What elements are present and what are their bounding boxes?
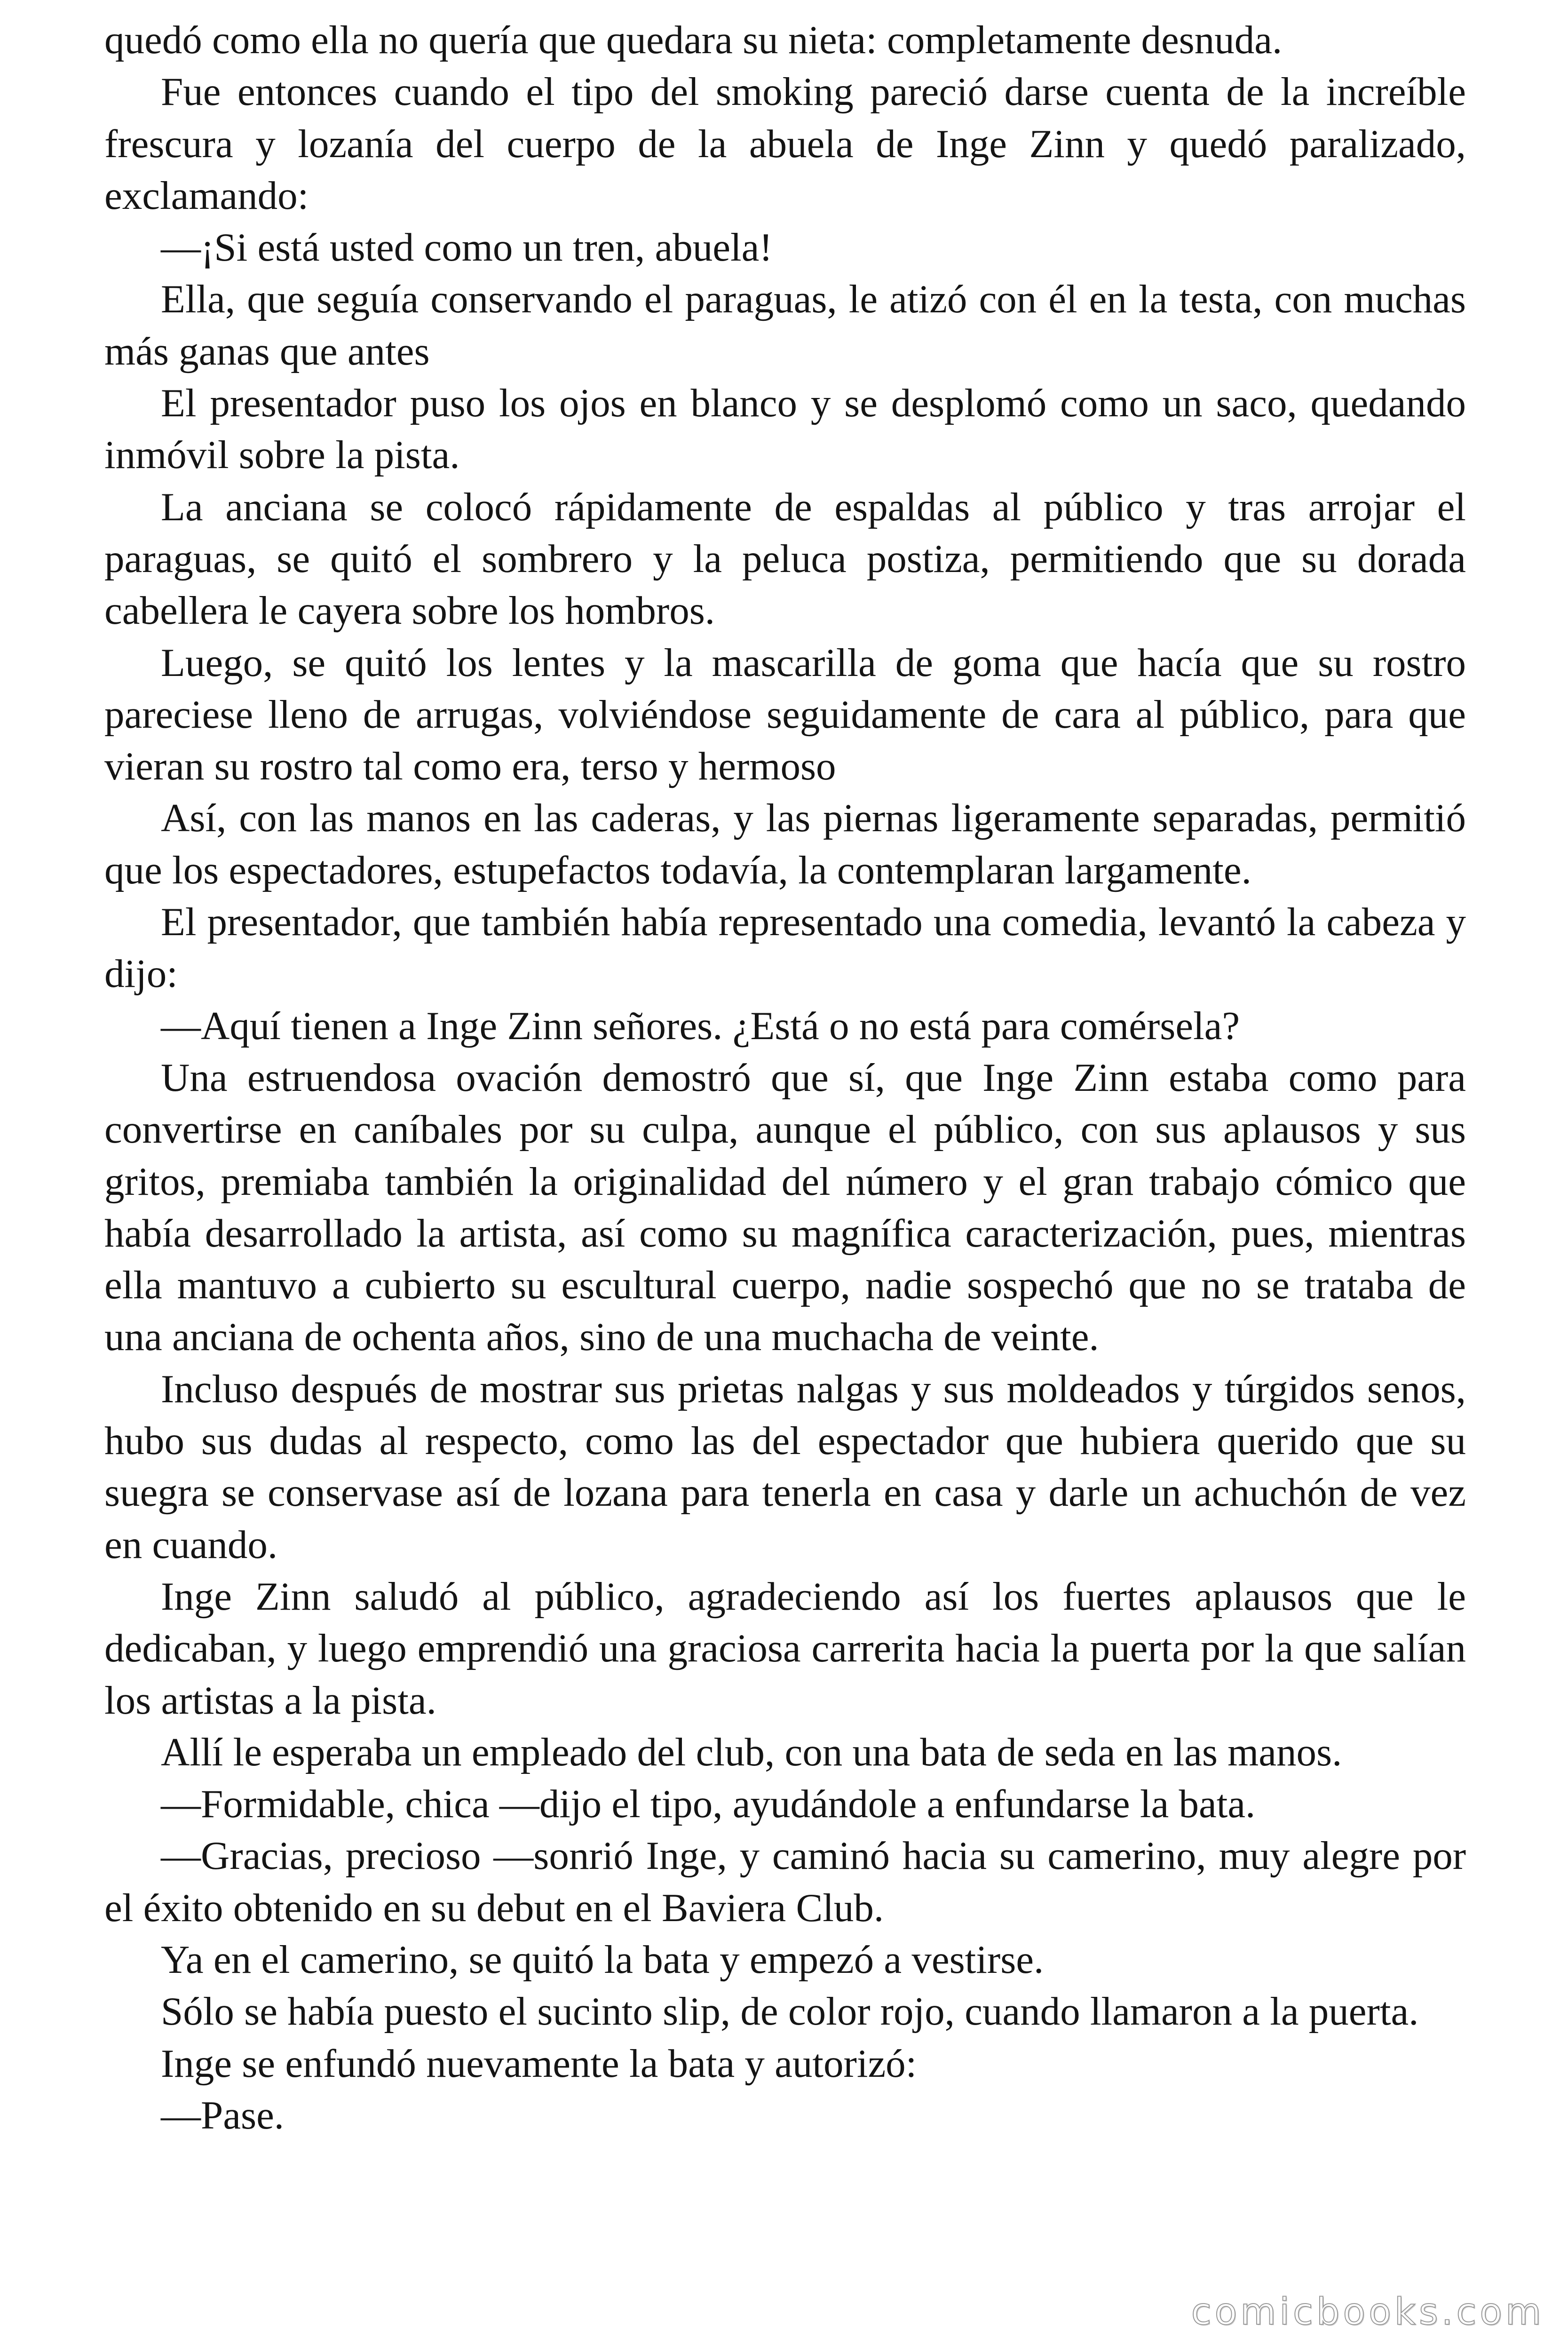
paragraph: Ya en el camerino, se quitó la bata y empezó a vestirse. [161, 1937, 1044, 1982]
paragraph: Inge Zinn saludó al público, agradeciendo así los fuertes aplausos que le dedicaban, y luego emprendió una graciosa carrerita hacia la puerta por la que salían los artistas a la pista. [104, 1574, 1466, 1723]
paragraph: —Pase. [161, 2093, 285, 2137]
paragraph: Sólo se había puesto el sucinto slip, de color rojo, cuando llamaron a la puerta. [161, 1989, 1419, 2034]
paragraph: —Formidable, chica —dijo el tipo, ayudándole a enfundarse la bata. [161, 1782, 1256, 1827]
paragraph: Una estruendosa ovación demostró que sí, que Inge Zinn estaba como para convertirse en caníbales por su culpa, aunque el público, con sus aplausos y sus gritos, premiaba también la originalidad del número y el gran trabajo cómico que había desarrollado la artista, así como su magnífica caracterización, pues, mientras ella mantuvo a cubierto su escultural cuerpo, nadie sospechó que no se trataba de una anciana de ochenta años, sino de una muchacha de veinte. [104, 1055, 1466, 1359]
paragraph: Luego, se quitó los lentes y la mascarilla de goma que hacía que su rostro pareciese lleno de arrugas, volviéndose seguidamente de cara al público, para que vieran su rostro tal como era, terso y hermoso [104, 640, 1466, 789]
paragraph: Así, con las manos en las caderas, y las piernas ligeramente separadas, permitió que los espectadores, estupefactos todavía, la contemplaran largamente. [104, 796, 1466, 892]
paragraph: Ella, que seguía conservando el paraguas, le atizó con él en la testa, con muchas más ganas que antes [104, 277, 1466, 373]
paragraph: El presentador puso los ojos en blanco y se desplomó como un saco, quedando inmóvil sobre la pista. [104, 381, 1466, 477]
paragraph: Allí le esperaba un empleado del club, con una bata de seda en las manos. [161, 1730, 1342, 1774]
paragraph: La anciana se colocó rápidamente de espaldas al público y tras arrojar el paraguas, se quitó el sombrero y la peluca postiza, permitiendo que su dorada cabellera le cayera sobre los hombros. [104, 485, 1466, 633]
paragraph: —Gracias, precioso —sonrió Inge, y caminó hacia su camerino, muy alegre por el éxito obtenido en su debut en el Baviera Club. [104, 1834, 1466, 1930]
paragraph: quedó como ella no quería que quedara su nieta: completamente desnuda. [104, 18, 1283, 62]
site-watermark: comicbooks.com [1191, 2291, 1544, 2333]
book-page-text [104, 14, 1466, 2141]
paragraph: Incluso después de mostrar sus prietas nalgas y sus moldeados y túrgidos senos, hubo sus dudas al respecto, como las del espectador que hubiera querido que su suegra se conservase así de lozana para tenerla en casa y darle un achuchón de vez en cuando. [104, 1367, 1466, 1567]
paragraph: —Aquí tienen a Inge Zinn señores. ¿Está o no está para comérsela? [161, 1003, 1240, 1048]
paragraph: Fue entonces cuando el tipo del smoking pareció darse cuenta de la increíble frescura y lozanía del cuerpo de la abuela de Inge Zinn y quedó paralizado, exclamando: [104, 70, 1466, 218]
paragraph: Inge se enfundó nuevamente la bata y autorizó: [161, 2041, 917, 2086]
paragraph: —¡Si está usted como un tren, abuela! [161, 225, 773, 270]
paragraph: El presentador, que también había representado una comedia, levantó la cabeza y dijo: [104, 900, 1466, 996]
